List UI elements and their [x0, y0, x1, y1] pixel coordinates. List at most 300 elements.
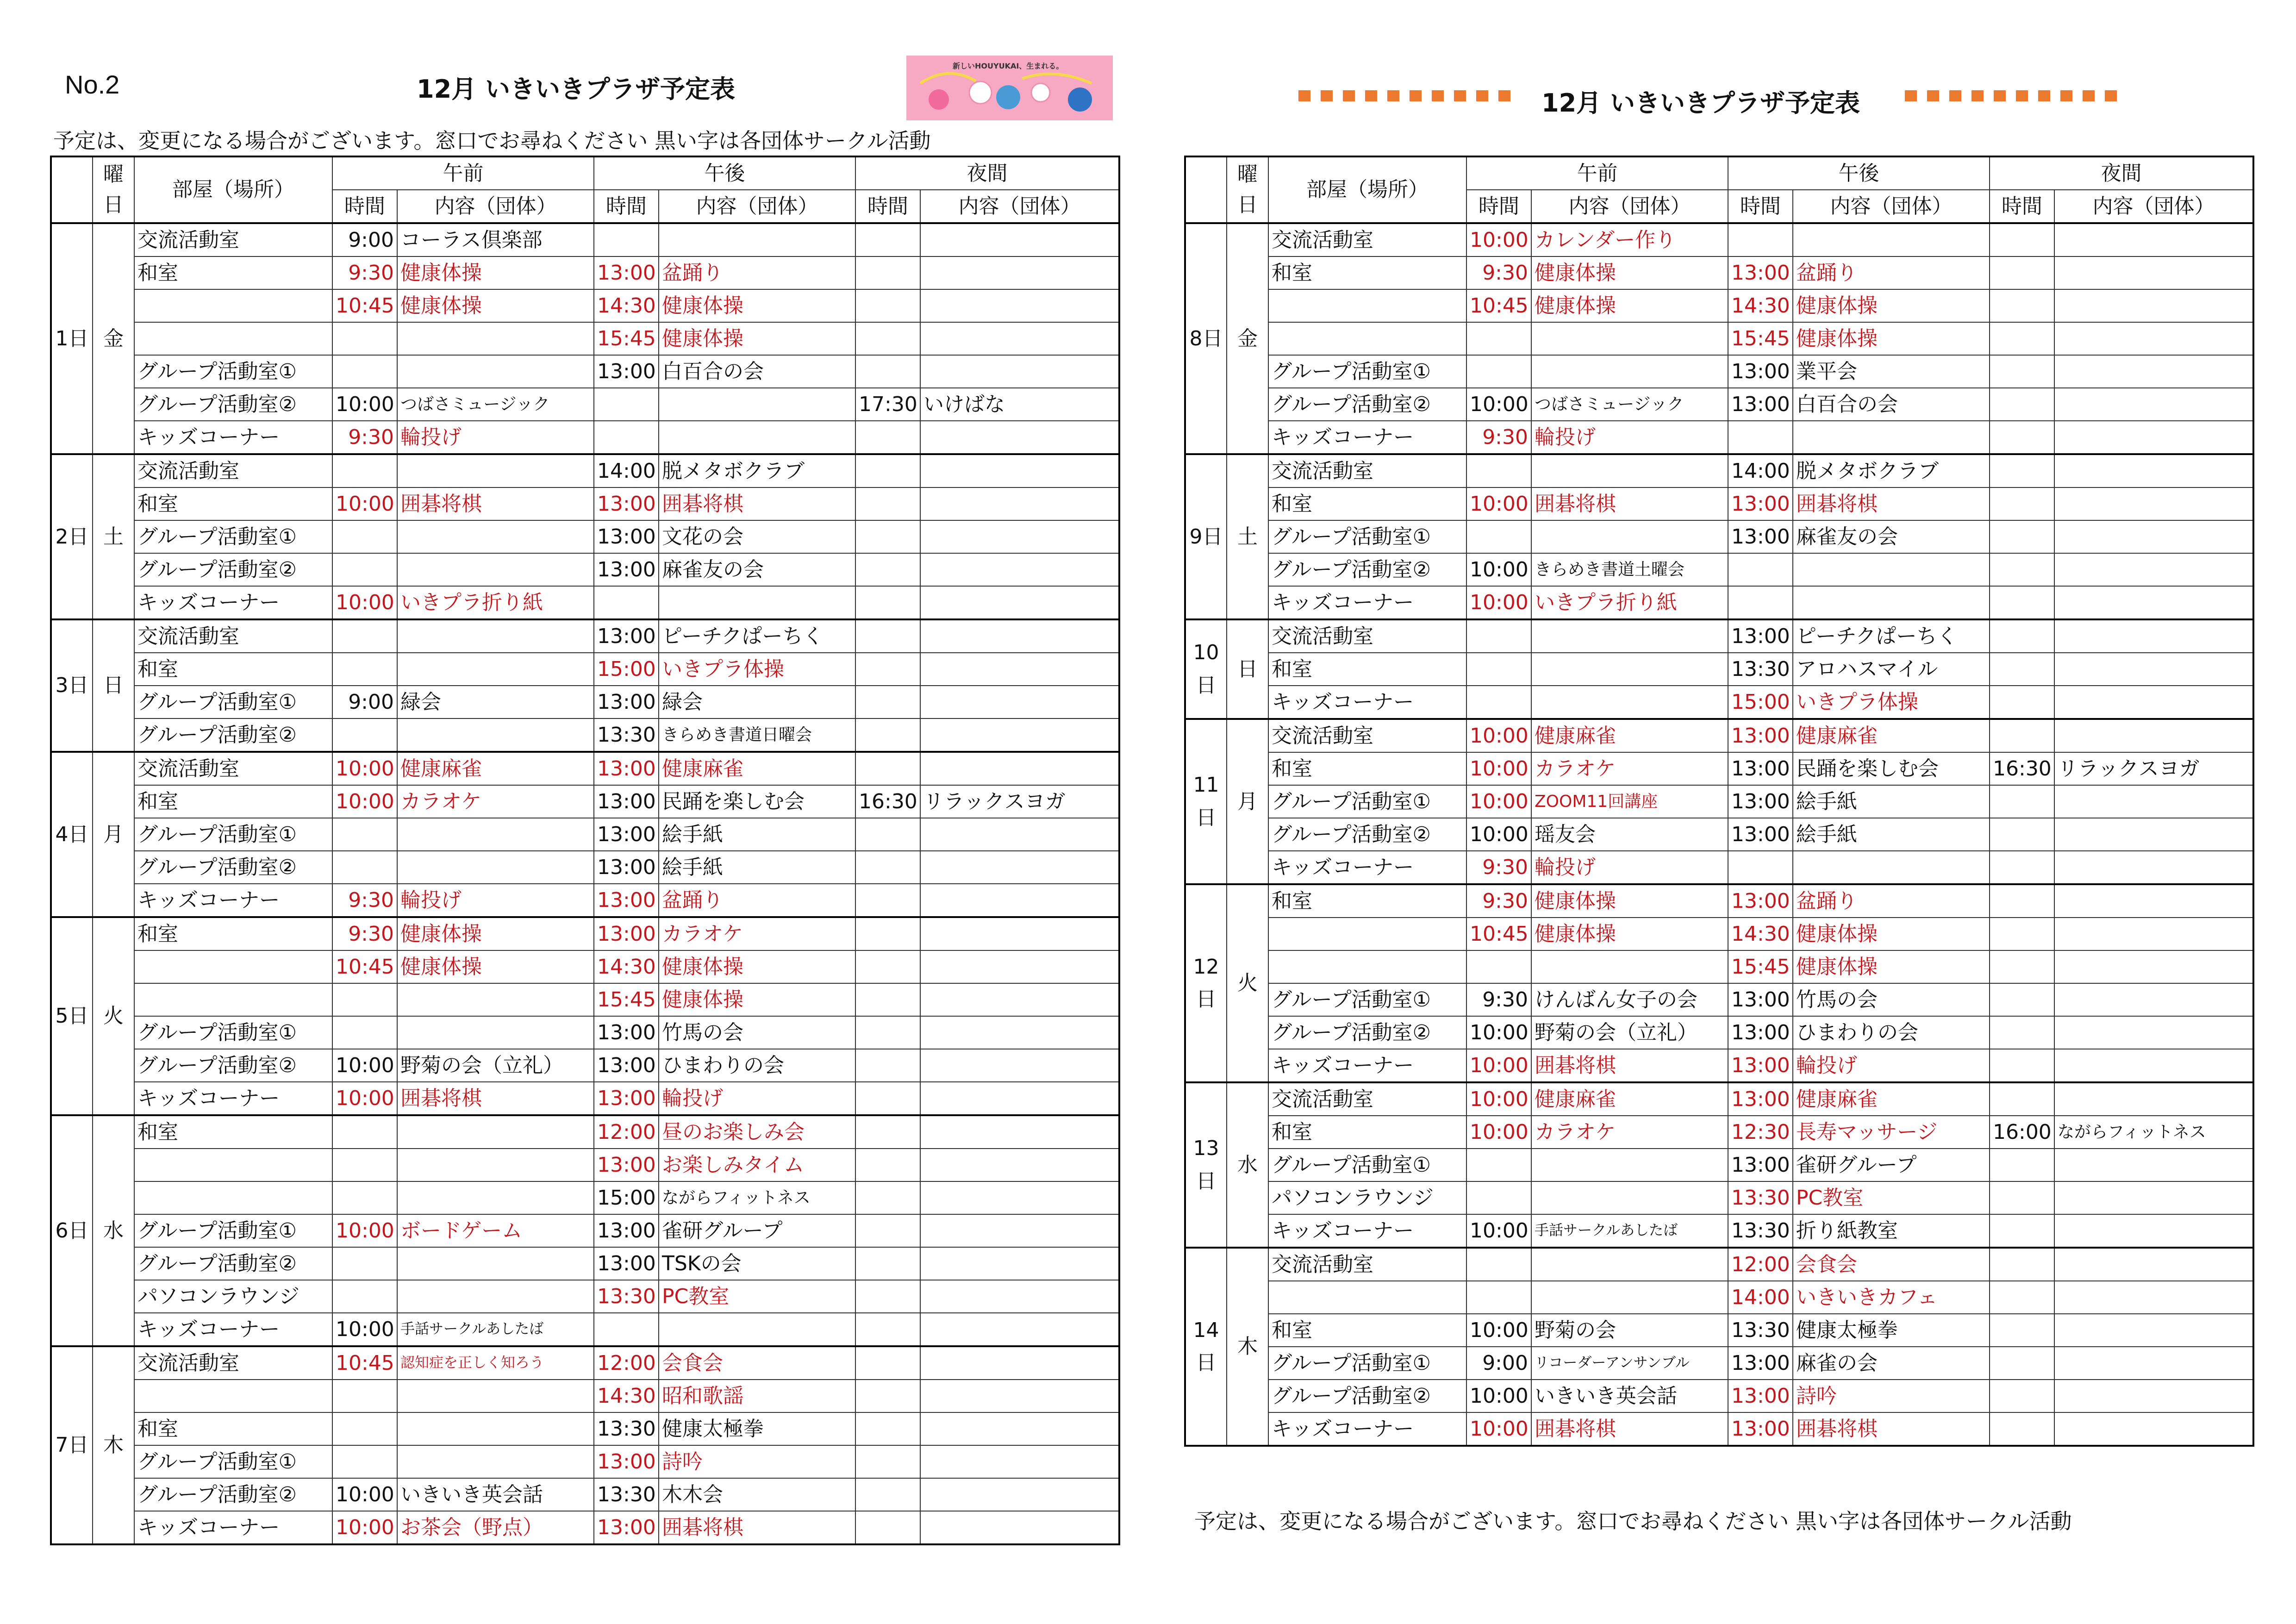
pm-time-cell: 13:00	[594, 487, 659, 520]
eve-time-cell	[855, 1280, 920, 1313]
room-cell: グループ活動室①	[1268, 520, 1466, 553]
room-cell: 和室	[1268, 487, 1466, 520]
eve-content-cell	[920, 355, 1119, 388]
eve-content-cell	[920, 917, 1119, 950]
schedule-row	[51, 322, 1119, 355]
pm-time-cell	[594, 586, 659, 619]
pm-content-cell: 会食会	[1793, 1248, 1990, 1281]
page-title-right-text: 12月 いきいきプラザ予定表	[1541, 88, 1860, 118]
pm-content-cell: 詩吟	[659, 1445, 855, 1478]
schedule-row	[51, 355, 1119, 388]
pm-time-cell: 13:00	[594, 520, 659, 553]
weekday-cell: 火	[93, 917, 134, 1115]
weekday-cell: 日	[93, 619, 134, 752]
pm-content-cell: 囲碁将棋	[1793, 487, 1990, 520]
am-content-cell: 囲碁将棋	[1531, 487, 1728, 520]
room-cell: 交流活動室	[134, 454, 332, 487]
eve-content-cell	[2054, 520, 2253, 553]
schedule-row	[1185, 851, 2253, 884]
eve-content-cell	[920, 752, 1119, 785]
am-content-cell	[397, 653, 594, 686]
pm-time-cell: 13:30	[1728, 1314, 1793, 1347]
eve-time-cell	[1990, 686, 2054, 719]
pm-time-cell: 14:00	[1728, 454, 1793, 487]
am-time-cell: 9:30	[1466, 421, 1531, 454]
pm-time-cell: 13:00	[594, 917, 659, 950]
weekday-cell: 土	[1227, 454, 1268, 619]
am-content-cell	[397, 1181, 594, 1214]
eve-content-cell	[2054, 1281, 2253, 1314]
pm-content-cell: ながらフィットネス	[659, 1181, 855, 1214]
am-content-cell: 囲碁将棋	[397, 487, 594, 520]
am-time-cell: 9:30	[332, 256, 397, 289]
room-cell: グループ活動室①	[134, 1016, 332, 1049]
pm-time-cell: 13:00	[594, 884, 659, 917]
am-content-cell: カレンダー作り	[1531, 223, 1728, 256]
pm-content-cell: 緑会	[659, 686, 855, 718]
schedule-row	[51, 1380, 1119, 1412]
am-content-cell: 瑶友会	[1531, 818, 1728, 851]
eve-time-cell	[855, 1478, 920, 1511]
eve-time-cell	[855, 322, 920, 355]
pm-time-cell: 13:00	[1728, 1016, 1793, 1049]
schedule-row	[1185, 1049, 2253, 1082]
day-cell: 11日	[1185, 719, 1227, 884]
header-blank	[51, 156, 93, 223]
room-cell: グループ活動室②	[1268, 388, 1466, 421]
pm-content-cell: 絵手紙	[1793, 818, 1990, 851]
schedule-row	[51, 983, 1119, 1016]
eve-content-cell	[920, 1115, 1119, 1149]
pm-content-cell: 健康太極拳	[659, 1412, 855, 1445]
schedule-row	[1185, 1281, 2253, 1314]
pm-content-cell: 絵手紙	[659, 851, 855, 884]
am-time-cell: 10:00	[1466, 818, 1531, 851]
am-content-cell: 手話サークルあしたば	[1531, 1214, 1728, 1248]
am-time-cell: 10:00	[332, 586, 397, 619]
am-content-cell: 手話サークルあしたば	[397, 1313, 594, 1346]
pm-time-cell	[594, 223, 659, 256]
schedule-row	[51, 851, 1119, 884]
eve-time-cell	[1990, 1181, 2054, 1214]
header-afternoon: 午後	[1728, 156, 1990, 190]
am-content-cell	[397, 1149, 594, 1181]
pm-time-cell: 13:00	[594, 619, 659, 653]
am-content-cell	[1531, 355, 1728, 388]
am-time-cell: 10:00	[332, 1082, 397, 1115]
room-cell: キッズコーナー	[134, 421, 332, 454]
am-content-cell: 健康体操	[1531, 256, 1728, 289]
eve-time-cell	[855, 752, 920, 785]
room-cell: グループ活動室②	[134, 718, 332, 752]
am-content-cell: カラオケ	[1531, 752, 1728, 785]
pm-content-cell	[659, 421, 855, 454]
eve-time-cell	[1990, 1149, 2054, 1181]
am-time-cell: 10:00	[332, 752, 397, 785]
eve-content-cell	[2054, 1181, 2253, 1214]
room-cell	[1268, 1281, 1466, 1314]
schedule-row	[51, 421, 1119, 454]
am-time-cell: 10:00	[1466, 752, 1531, 785]
eve-content-cell	[2054, 918, 2253, 950]
am-time-cell	[332, 1380, 397, 1412]
eve-content-cell	[2054, 1214, 2253, 1248]
am-content-cell	[1531, 1248, 1728, 1281]
schedule-row	[1185, 1248, 2253, 1281]
schedule-row	[1185, 520, 2253, 553]
eve-content-cell	[920, 1214, 1119, 1247]
schedule-row	[51, 487, 1119, 520]
pm-time-cell: 13:30	[1728, 1214, 1793, 1248]
am-time-cell: 10:00	[332, 1511, 397, 1544]
eve-content-cell	[2054, 686, 2253, 719]
pm-content-cell: 盆踊り	[1793, 256, 1990, 289]
pm-content-cell: 麻雀友の会	[1793, 520, 1990, 553]
header-youbi: 曜日	[93, 156, 134, 223]
am-time-cell	[332, 983, 397, 1016]
am-time-cell: 10:00	[1466, 1412, 1531, 1446]
schedule-row	[1185, 752, 2253, 785]
weekday-cell: 水	[1227, 1082, 1268, 1248]
eve-time-cell	[855, 553, 920, 586]
pm-time-cell: 13:30	[594, 1280, 659, 1313]
header-time: 時間	[1728, 190, 1793, 223]
pm-time-cell: 13:30	[594, 718, 659, 752]
pm-time-cell: 14:00	[1728, 1281, 1793, 1314]
am-time-cell: 9:30	[1466, 851, 1531, 884]
eve-time-cell	[1990, 487, 2054, 520]
pm-time-cell: 13:30	[1728, 653, 1793, 686]
eve-content-cell	[2054, 619, 2253, 653]
eve-content-cell	[2054, 322, 2253, 355]
am-time-cell: 10:00	[332, 388, 397, 421]
room-cell: キッズコーナー	[134, 1082, 332, 1115]
eve-time-cell	[855, 1313, 920, 1346]
schedule-row	[1185, 1082, 2253, 1116]
weekday-cell: 月	[93, 752, 134, 917]
pm-time-cell: 13:00	[1728, 1412, 1793, 1446]
eve-content-cell	[920, 421, 1119, 454]
am-content-cell	[1531, 454, 1728, 487]
room-cell: グループ活動室①	[134, 520, 332, 553]
pm-time-cell: 15:45	[1728, 950, 1793, 983]
pm-content-cell: お楽しみタイム	[659, 1149, 855, 1181]
eve-content-cell	[2054, 950, 2253, 983]
pm-time-cell: 14:30	[1728, 918, 1793, 950]
schedule-row	[51, 520, 1119, 553]
pm-content-cell: 白百合の会	[1793, 388, 1990, 421]
eve-time-cell	[855, 818, 920, 851]
schedule-row	[51, 1478, 1119, 1511]
schedule-row	[51, 1346, 1119, 1380]
eve-time-cell	[1990, 1412, 2054, 1446]
am-content-cell	[397, 619, 594, 653]
eve-content-cell	[920, 950, 1119, 983]
am-time-cell	[332, 1445, 397, 1478]
schedule-row	[51, 1149, 1119, 1181]
dash-mark	[1927, 90, 1939, 101]
room-cell: キッズコーナー	[134, 884, 332, 917]
room-cell: グループ活動室②	[1268, 1380, 1466, 1412]
am-content-cell: 輪投げ	[1531, 851, 1728, 884]
eve-time-cell	[855, 223, 920, 256]
schedule-table-left	[50, 156, 1120, 1545]
schedule-row	[1185, 818, 2253, 851]
eve-content-cell	[2054, 1082, 2253, 1116]
schedule-row	[1185, 1214, 2253, 1248]
eve-time-cell	[855, 1412, 920, 1445]
eve-time-cell	[1990, 355, 2054, 388]
pm-time-cell: 12:30	[1728, 1116, 1793, 1149]
am-content-cell: きらめき書道土曜会	[1531, 553, 1728, 586]
room-cell: 和室	[1268, 884, 1466, 918]
eve-content-cell	[920, 1412, 1119, 1445]
pm-time-cell: 15:00	[594, 1181, 659, 1214]
am-time-cell: 10:00	[332, 1478, 397, 1511]
pm-time-cell: 15:45	[1728, 322, 1793, 355]
room-cell: 和室	[1268, 1116, 1466, 1149]
pm-time-cell: 13:00	[1728, 256, 1793, 289]
eve-time-cell	[1990, 553, 2054, 586]
eve-content-cell	[920, 1445, 1119, 1478]
eve-content-cell	[2054, 983, 2253, 1016]
eve-content-cell: リラックスヨガ	[920, 785, 1119, 818]
day-cell: 5日	[51, 917, 93, 1115]
am-time-cell: 10:00	[1466, 487, 1531, 520]
pm-time-cell: 13:00	[1728, 1082, 1793, 1116]
schedule-row	[1185, 619, 2253, 653]
room-cell	[1268, 322, 1466, 355]
schedule-row	[51, 1511, 1119, 1544]
eve-time-cell	[1990, 818, 2054, 851]
eve-content-cell	[920, 1247, 1119, 1280]
am-content-cell: いきいき英会話	[1531, 1380, 1728, 1412]
pm-time-cell: 12:00	[594, 1346, 659, 1380]
day-cell: 12日	[1185, 884, 1227, 1082]
room-cell	[1268, 950, 1466, 983]
am-time-cell	[332, 619, 397, 653]
schedule-row	[1185, 1380, 2253, 1412]
pm-content-cell: 盆踊り	[659, 884, 855, 917]
schedule-row	[1185, 1116, 2253, 1149]
schedule-row	[51, 1016, 1119, 1049]
room-cell: グループ活動室①	[1268, 1347, 1466, 1380]
am-time-cell	[1466, 1181, 1531, 1214]
am-content-cell	[1531, 1281, 1728, 1314]
pm-time-cell: 13:00	[1728, 1149, 1793, 1181]
pm-time-cell: 13:00	[594, 1016, 659, 1049]
weekday-cell: 火	[1227, 884, 1268, 1082]
eve-content-cell	[2054, 851, 2253, 884]
am-time-cell	[332, 1280, 397, 1313]
am-time-cell: 10:00	[1466, 388, 1531, 421]
eve-content-cell	[920, 454, 1119, 487]
eve-content-cell	[920, 1380, 1119, 1412]
eve-time-cell	[1990, 619, 2054, 653]
schedule-row	[1185, 785, 2253, 818]
am-time-cell	[1466, 653, 1531, 686]
eve-content-cell	[920, 1313, 1119, 1346]
pm-content-cell	[1793, 586, 1990, 619]
am-content-cell	[397, 718, 594, 752]
schedule-row	[51, 619, 1119, 653]
schedule-row	[1185, 256, 2253, 289]
pm-content-cell: 健康体操	[1793, 322, 1990, 355]
eve-time-cell	[1990, 785, 2054, 818]
eve-content-cell	[2054, 719, 2253, 752]
eve-time-cell	[855, 586, 920, 619]
header-evening: 夜間	[855, 156, 1119, 190]
pm-content-cell: TSKの会	[659, 1247, 855, 1280]
am-content-cell	[397, 1247, 594, 1280]
room-cell: 交流活動室	[1268, 1082, 1466, 1116]
room-cell: グループ活動室①	[134, 1214, 332, 1247]
eve-content-cell	[2054, 223, 2253, 256]
pm-time-cell: 15:00	[1728, 686, 1793, 719]
pm-content-cell: 健康麻雀	[1793, 1082, 1990, 1116]
pm-time-cell: 13:00	[1728, 520, 1793, 553]
schedule-row	[1185, 686, 2253, 719]
am-content-cell	[397, 851, 594, 884]
pm-content-cell: 健康太極拳	[1793, 1314, 1990, 1347]
eve-time-cell	[855, 355, 920, 388]
eve-content-cell	[2054, 1380, 2253, 1412]
am-time-cell	[332, 653, 397, 686]
pm-content-cell: アロハスマイル	[1793, 653, 1990, 686]
room-cell: キッズコーナー	[134, 1313, 332, 1346]
eve-time-cell: 17:30	[855, 388, 920, 421]
page-title: 12月 いきいきプラザ予定表	[417, 75, 735, 104]
pm-time-cell: 13:00	[594, 1511, 659, 1544]
eve-content-cell	[2054, 1412, 2253, 1446]
am-content-cell: いきプラ折り紙	[1531, 586, 1728, 619]
eve-content-cell	[920, 586, 1119, 619]
room-cell	[1268, 918, 1466, 950]
weekday-cell: 金	[1227, 223, 1268, 454]
am-content-cell	[1531, 686, 1728, 719]
eve-content-cell	[2054, 818, 2253, 851]
am-time-cell: 10:00	[332, 1214, 397, 1247]
pm-content-cell: 雀研グループ	[1793, 1149, 1990, 1181]
pm-time-cell: 13:00	[594, 818, 659, 851]
pm-time-cell: 13:00	[1728, 983, 1793, 1016]
dash-mark	[2016, 90, 2028, 101]
eve-content-cell	[2054, 1248, 2253, 1281]
dash-mark	[1387, 90, 1399, 101]
pm-content-cell: 麻雀の会	[1793, 1347, 1990, 1380]
am-time-cell: 10:00	[332, 1049, 397, 1082]
eve-content-cell	[2054, 1049, 2253, 1082]
pm-content-cell: 民踊を楽しむ会	[1793, 752, 1990, 785]
am-content-cell: 野菊の会（立礼）	[1531, 1016, 1728, 1049]
pm-content-cell: いきプラ体操	[1793, 686, 1990, 719]
room-cell: グループ活動室②	[1268, 1016, 1466, 1049]
room-cell: パソコンラウンジ	[1268, 1181, 1466, 1214]
room-cell	[134, 1149, 332, 1181]
eve-content-cell: ながらフィットネス	[2054, 1116, 2253, 1149]
eve-time-cell: 16:30	[855, 785, 920, 818]
room-cell: 和室	[1268, 752, 1466, 785]
pm-content-cell: ひまわりの会	[1793, 1016, 1990, 1049]
schedule-row	[51, 1115, 1119, 1149]
eve-time-cell	[855, 917, 920, 950]
am-content-cell: 健康麻雀	[1531, 1082, 1728, 1116]
pm-time-cell: 12:00	[594, 1115, 659, 1149]
pm-time-cell: 13:00	[594, 1082, 659, 1115]
pm-content-cell: 健康体操	[659, 983, 855, 1016]
pm-content-cell: 絵手紙	[659, 818, 855, 851]
day-cell: 9日	[1185, 454, 1227, 619]
am-content-cell	[1531, 619, 1728, 653]
eve-time-cell	[855, 983, 920, 1016]
am-time-cell: 10:00	[1466, 1049, 1531, 1082]
pm-content-cell	[659, 388, 855, 421]
am-content-cell: 認知症を正しく知ろう	[397, 1346, 594, 1380]
eve-time-cell: 16:00	[1990, 1116, 2054, 1149]
weekday-cell: 土	[93, 454, 134, 619]
eve-content-cell	[2054, 388, 2253, 421]
pm-time-cell: 15:45	[594, 322, 659, 355]
eve-time-cell	[855, 1082, 920, 1115]
room-cell: 和室	[134, 653, 332, 686]
eve-time-cell	[855, 1181, 920, 1214]
am-content-cell	[397, 1115, 594, 1149]
am-time-cell	[332, 818, 397, 851]
pm-content-cell: 輪投げ	[1793, 1049, 1990, 1082]
am-content-cell	[1531, 653, 1728, 686]
am-time-cell: 10:45	[332, 950, 397, 983]
room-cell	[134, 322, 332, 355]
pm-content-cell: 囲碁将棋	[1793, 1412, 1990, 1446]
pm-time-cell: 13:00	[1728, 1347, 1793, 1380]
day-cell: 2日	[51, 454, 93, 619]
am-content-cell: 健康体操	[397, 950, 594, 983]
am-time-cell	[1466, 520, 1531, 553]
eve-time-cell	[1990, 851, 2054, 884]
am-time-cell	[332, 1115, 397, 1149]
dash-mark	[1432, 90, 1444, 101]
am-content-cell: カラオケ	[397, 785, 594, 818]
room-cell: 交流活動室	[1268, 454, 1466, 487]
am-time-cell: 10:00	[1466, 1016, 1531, 1049]
pm-content-cell: 盆踊り	[1793, 884, 1990, 918]
schedule-row	[51, 553, 1119, 586]
eve-time-cell	[1990, 1380, 2054, 1412]
schedule-row	[1185, 1181, 2253, 1214]
header-room: 部屋（場所）	[134, 156, 332, 223]
room-cell: グループ活動室①	[1268, 1149, 1466, 1181]
eve-content-cell	[920, 1082, 1119, 1115]
header-evening: 夜間	[1990, 156, 2253, 190]
eve-time-cell	[855, 256, 920, 289]
schedule-row	[1185, 884, 2253, 918]
pm-time-cell: 13:00	[1728, 388, 1793, 421]
eve-content-cell	[920, 256, 1119, 289]
schedule-row	[51, 1445, 1119, 1478]
eve-content-cell: リラックスヨガ	[2054, 752, 2253, 785]
eve-time-cell	[855, 1214, 920, 1247]
pm-content-cell: 健康麻雀	[659, 752, 855, 785]
dash-mark	[1365, 90, 1377, 101]
eve-time-cell	[1990, 586, 2054, 619]
pm-time-cell: 14:30	[594, 950, 659, 983]
schedule-row	[1185, 1347, 2253, 1380]
pm-content-cell	[1793, 851, 1990, 884]
schedule-row	[51, 1049, 1119, 1082]
am-time-cell	[332, 454, 397, 487]
schedule-row	[51, 1280, 1119, 1313]
dash-mark	[2038, 90, 2050, 101]
